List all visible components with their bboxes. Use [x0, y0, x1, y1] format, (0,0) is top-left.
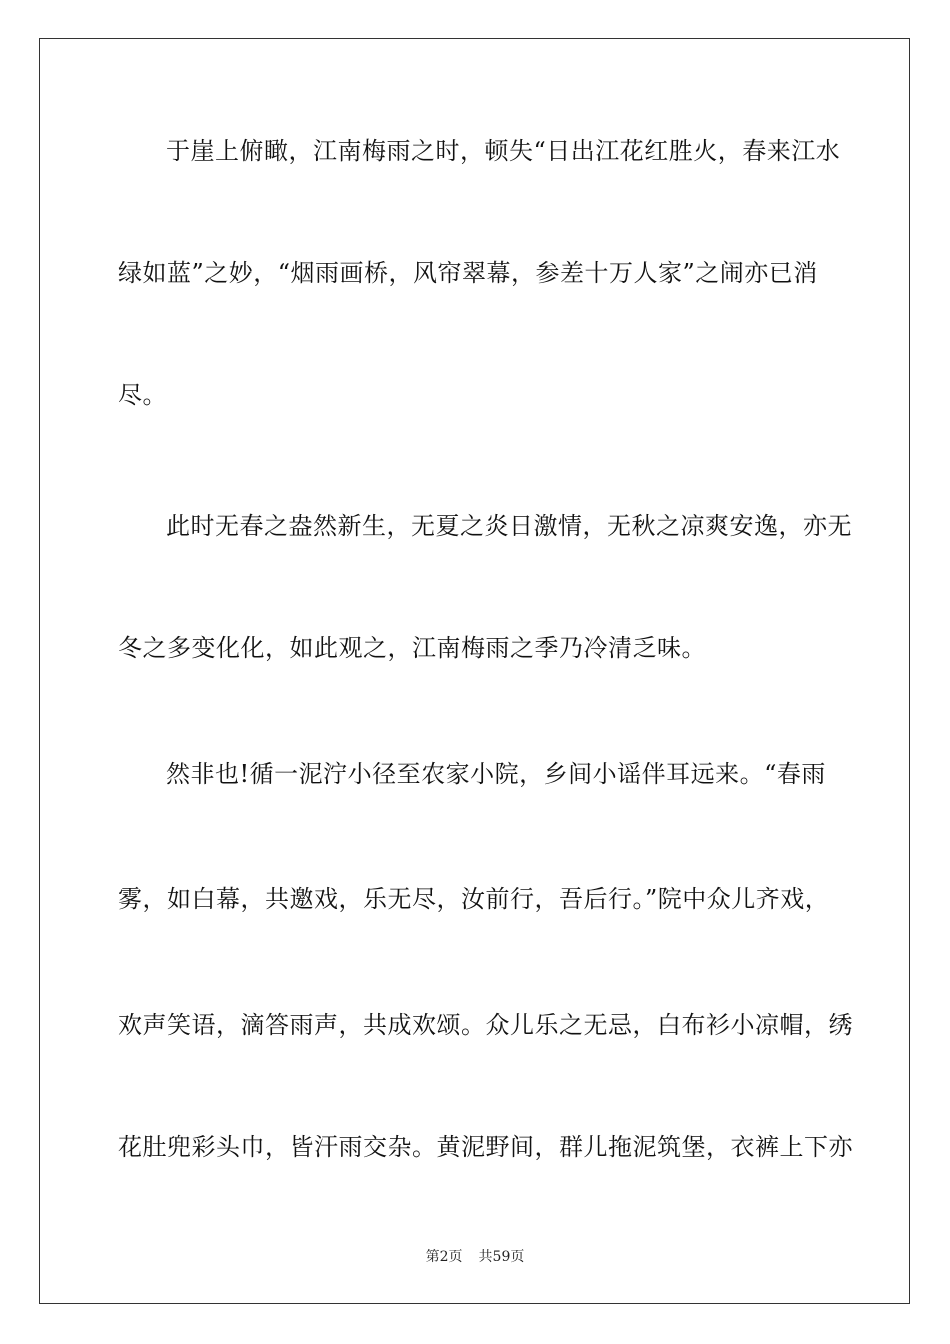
- text-line: 雾，如白幕，共邀戏，乐无尽，汝前行，吾后行。”院中众儿齐戏，: [118, 885, 830, 913]
- page-footer: [0, 1248, 950, 1266]
- text-line: 此时无春之盎然新生，无夏之炎日激情，无秋之凉爽安逸，亦无: [166, 512, 852, 540]
- text-line: 然非也!循一泥泞小径至农家小院，乡间小谣伴耳远来。“春雨: [166, 760, 826, 788]
- text-line: 尽。: [118, 381, 167, 409]
- page-border: [39, 38, 910, 1304]
- text-line: 欢声笑语，滴答雨声，共成欢颂。众儿乐之无忌，白布衫小凉帽，绣: [118, 1011, 853, 1039]
- text-line: 冬之多变化化，如此观之，江南梅雨之季乃冷清乏味。: [118, 634, 706, 662]
- text-line: 花肚兜彩头巾，皆汗雨交杂。黄泥野间，群儿拖泥筑堡，衣裤上下亦: [118, 1133, 853, 1161]
- text-line: 绿如蓝”之妙，“烟雨画桥，风帘翠幕，参差十万人家”之闹亦已消: [118, 259, 818, 287]
- text-line: 于崖上俯瞰，江南梅雨之时，顿失“日出江花红胜火，春来江水: [166, 137, 841, 165]
- page-total: 共59页: [478, 1249, 525, 1265]
- page-number: 第2页: [425, 1249, 463, 1265]
